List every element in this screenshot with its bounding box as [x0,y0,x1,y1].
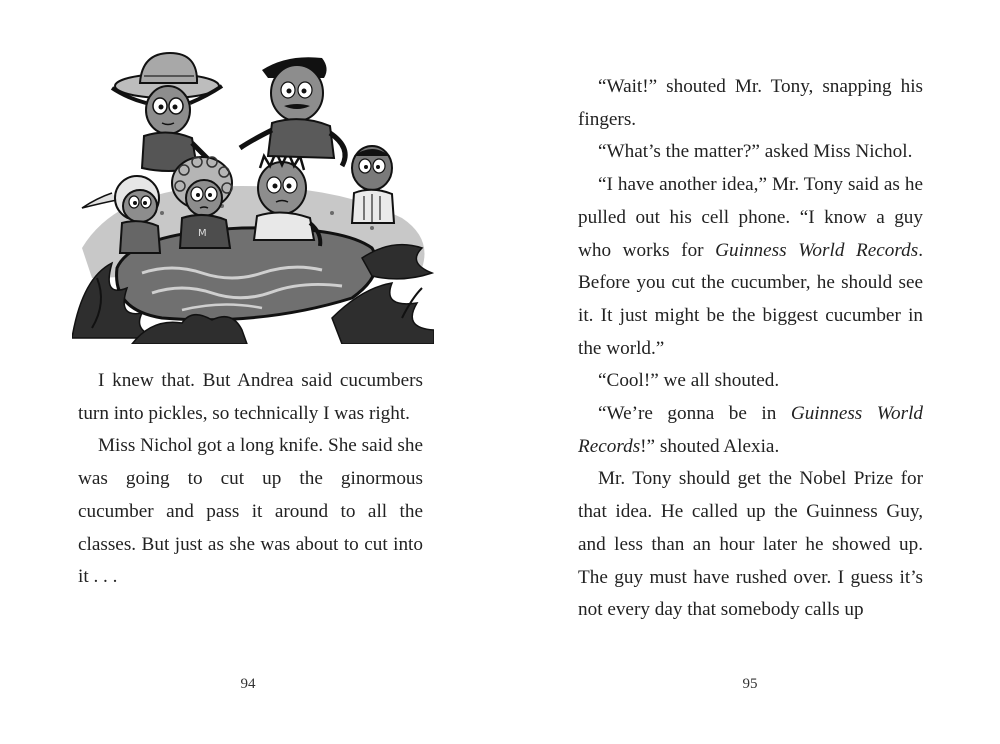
svg-text:M: M [198,228,207,239]
book-title: Guinness World Records [578,403,923,457]
paragraph [578,169,923,365]
page-number [0,676,500,693]
book-title: Guinness World Records [715,239,919,261]
left-page-body-text [78,365,423,594]
paragraph: I knew that. But Andrea said cucumbers turn into pickles, so technically I was right. [78,370,423,424]
page-number-text: 94 [240,676,256,692]
illustration-kids-giant-cucumber [72,48,434,344]
right-page-body-text [578,71,923,627]
paragraph: “Cool!” we all shouted. [598,370,780,392]
paragraph-text: . Before you cut the cucumber, he should see it. It just might be the biggest cucumber in the world.” [578,239,923,359]
page-number [500,676,1000,693]
paragraph: Miss Nichol got a long knife. She said she was going to cut up the ginormous cucumber and pass it around to all the classes. But just as she was about to cut into it . . . [78,435,423,588]
paragraph: “What’s the matter?” asked Miss Nichol. [598,141,913,163]
right-page [500,0,1000,744]
paragraph: “Wait!” shouted Mr. Tony, snapping his fingers. [578,76,923,130]
paragraph-text: !” shouted Alexia. [640,435,780,457]
paragraph [578,398,923,463]
paragraph-text: “We’re gonna be in [598,403,791,425]
paragraph: Mr. Tony should get the Nobel Prize for that idea. He called up the Guinness Guy, and less than an hour later he showed up. The guy must have rushed over. I guess it’s not every day that somebody calls up [578,468,923,621]
page-number-text: 95 [742,676,758,692]
paragraph-text: “I have another idea,” Mr. Tony said as he pulled out his cell phone. “I know a guy who works for [578,174,923,261]
